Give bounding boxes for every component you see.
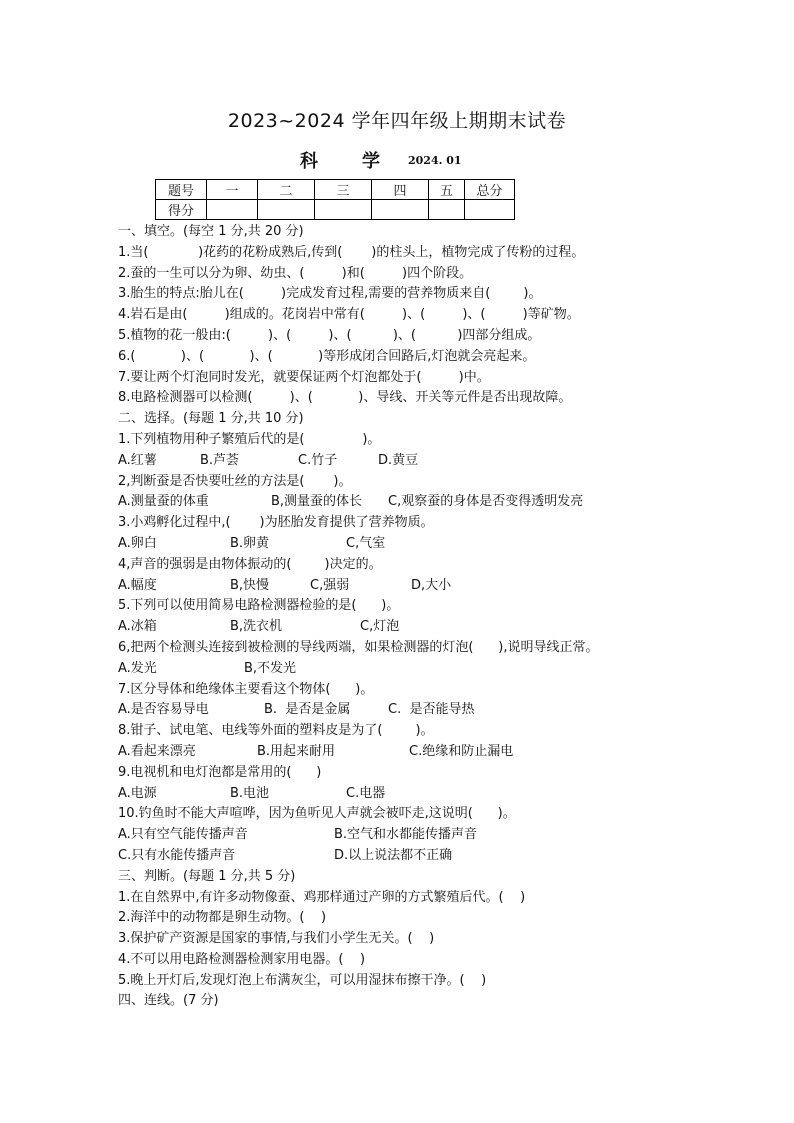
- choice-option[interactable]: D.黄豆: [378, 452, 419, 468]
- choice-option[interactable]: C,灯泡: [360, 619, 400, 635]
- judge-question: 4.不可以用电路检测器检测家用电器。( ): [118, 951, 366, 967]
- score-cell: 一: [207, 180, 258, 200]
- choice-option[interactable]: D.以上说法都不正确: [334, 847, 453, 863]
- choice-options: [118, 576, 758, 597]
- choice-options: [118, 825, 758, 846]
- fill-question: 8.电路检测器可以检测( )、( )、导线、开关等元件是否出现故障。: [118, 390, 572, 406]
- choice-options: [118, 534, 758, 555]
- subject-char-1: 科: [300, 151, 318, 172]
- choice-option[interactable]: B.卵黄: [230, 535, 270, 551]
- fill-question: 7.要让两个灯泡同时发光，就要保证两个灯泡都处于( )中。: [118, 369, 490, 385]
- score-cell[interactable]: [315, 200, 372, 220]
- choice-option[interactable]: A.卵白: [118, 535, 157, 551]
- judge-question: 3.保护矿产资源是国家的事情,与我们小学生无关。( ): [118, 931, 435, 947]
- choice-question: 4,声音的强弱是由物体振动的( )决定的。: [118, 556, 382, 572]
- choice-question: 1.下列植物用种子繁殖后代的是( )。: [118, 431, 381, 447]
- fill-question: 1.当( )花药的花粉成熟后,传到( )的柱头上，植物完成了传粉的过程。: [118, 244, 585, 260]
- choice-option[interactable]: B.电池: [230, 785, 270, 801]
- choice-option[interactable]: B,快慢: [230, 577, 270, 593]
- score-cell: 总分: [465, 180, 515, 200]
- choice-option[interactable]: A.是否容易导电: [118, 702, 209, 718]
- choice-options: [118, 784, 758, 805]
- score-cell: 三: [315, 180, 372, 200]
- exam-title: 2023~2024 学年四年级上期期末试卷: [227, 110, 567, 132]
- fill-question: 6.( )、( )、( )等形成闭合回路后,灯泡就会亮起来。: [118, 348, 536, 364]
- choice-option[interactable]: C.电器: [346, 785, 386, 801]
- choice-option[interactable]: A.幅度: [118, 577, 157, 593]
- choice-option[interactable]: D,大小: [411, 577, 452, 593]
- choice-option[interactable]: A.测量蚕的体重: [118, 494, 209, 510]
- choice-options: [118, 451, 758, 472]
- score-cell: 题号: [156, 180, 207, 200]
- choice-option[interactable]: A.红薯: [118, 452, 157, 468]
- choice-option[interactable]: B,测量蚕的体长: [271, 494, 363, 510]
- score-table-row-score: [156, 200, 515, 220]
- choice-options: [118, 700, 758, 721]
- choice-question: 8.钳子、试电笔、电线等外面的塑料皮是为了( )。: [118, 723, 434, 739]
- score-cell[interactable]: [429, 200, 465, 220]
- score-cell[interactable]: [207, 200, 258, 220]
- choice-option[interactable]: B.空气和水都能传播声音: [334, 827, 478, 843]
- judge-question: 2.海洋中的动物都是卵生动物。( ): [118, 910, 327, 926]
- score-cell[interactable]: [258, 200, 315, 220]
- fill-question: 2.蚕的一生可以分为卵、幼虫、( )和( )四个阶段。: [118, 265, 473, 281]
- score-cell: 五: [429, 180, 465, 200]
- choice-options: [118, 846, 758, 867]
- fill-question: 3.胎生的特点:胎儿在( )完成发育过程,需要的营养物质来自( )。: [118, 286, 542, 302]
- choice-options: [118, 659, 758, 680]
- choice-option[interactable]: A.电源: [118, 785, 157, 801]
- section-heading-choice: 二、选择。(每题 1 分,共 10 分): [118, 411, 304, 427]
- subject-title: [300, 147, 380, 173]
- choice-option[interactable]: A.看起来漂亮: [118, 743, 196, 759]
- subject-char-2: 学: [362, 151, 380, 172]
- choice-option[interactable]: B. 是否是金属: [264, 702, 351, 718]
- choice-option[interactable]: C. 是否能导热: [388, 702, 475, 718]
- choice-option[interactable]: B.芦荟: [200, 452, 240, 468]
- choice-question: 9.电视机和电灯泡都是常用的( ): [118, 764, 322, 780]
- choice-options: [118, 617, 758, 638]
- score-cell: 得分: [156, 200, 207, 220]
- score-cell[interactable]: [372, 200, 429, 220]
- choice-question: 6,把两个检测头连接到被检测的导线两端，如果检测器的灯泡( ),说明导线正常。: [118, 639, 599, 655]
- choice-option[interactable]: C,观察蚕的身体是否变得透明发亮: [388, 494, 584, 510]
- score-cell: 二: [258, 180, 315, 200]
- choice-option[interactable]: B,洗衣机: [230, 619, 283, 635]
- choice-question: 2,判断蚕是否快要吐丝的方法是( )。: [118, 473, 352, 489]
- exam-date: 2024. 01: [408, 154, 462, 167]
- choice-option[interactable]: A.只有空气能传播声音: [118, 827, 248, 843]
- choice-option[interactable]: C.绝缘和防止漏电: [409, 743, 514, 759]
- choice-question: 3.小鸡孵化过程中,( )为胚胎发育提供了营养物质。: [118, 515, 434, 531]
- choice-options: [118, 492, 758, 513]
- judge-question: 5.晚上开灯后,发现灯泡上布满灰尘，可以用湿抹布擦干净。( ): [118, 972, 487, 988]
- choice-option[interactable]: B.用起来耐用: [257, 743, 336, 759]
- judge-question: 1.在自然界中,有许多动物像蚕、鸡那样通过产卵的方式繁殖后代。( ): [118, 889, 526, 905]
- choice-options: [118, 742, 758, 763]
- section-heading-judge: 三、判断。(每题 1 分,共 5 分): [118, 868, 296, 884]
- fill-question: 5.植物的花一般由:( )、( )、( )、( )四部分组成。: [118, 327, 541, 343]
- exam-content: [118, 222, 758, 1012]
- score-table-row-header: [156, 180, 515, 200]
- score-cell: 四: [372, 180, 429, 200]
- choice-option[interactable]: A.发光: [118, 660, 157, 676]
- section-heading-match: 四、连线。(7 分): [118, 993, 219, 1009]
- choice-option[interactable]: C.竹子: [298, 452, 338, 468]
- choice-option[interactable]: B,不发光: [244, 660, 297, 676]
- choice-option[interactable]: C.只有水能传播声音: [118, 847, 236, 863]
- choice-option[interactable]: C,强弱: [310, 577, 350, 593]
- fill-question: 4.岩石是由( )组成的。花岗岩中常有( )、( )、( )等矿物。: [118, 307, 580, 323]
- choice-question: 10.钓鱼时不能大声喧哗，因为鱼听见人声就会被吓走,这说明( )。: [118, 806, 516, 822]
- section-heading-fill: 一、填空。(每空 1 分,共 20 分): [118, 224, 304, 239]
- score-table: [155, 179, 515, 220]
- choice-question: 7.区分导体和绝缘体主要看这个物体( )。: [118, 681, 374, 697]
- choice-option[interactable]: A.冰箱: [118, 619, 157, 635]
- choice-option[interactable]: C,气室: [346, 535, 386, 551]
- score-cell[interactable]: [465, 200, 515, 220]
- choice-question: 5.下列可以使用简易电路检测器检验的是( )。: [118, 598, 400, 614]
